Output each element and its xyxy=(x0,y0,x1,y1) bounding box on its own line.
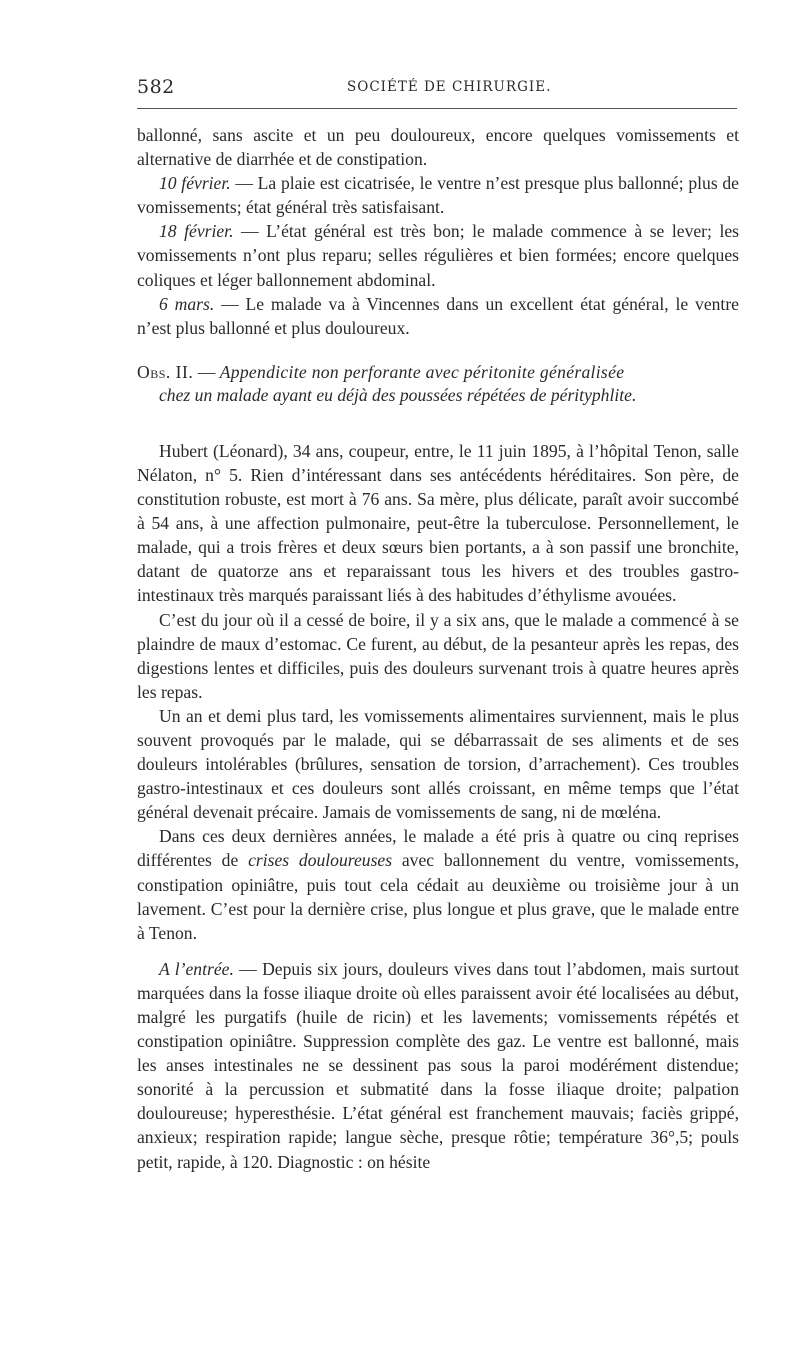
paragraph-feb-18: 18 février. — L’état général est très bon; le malade commence à se lever; les vomissements n’ont plus reparu; selles régulières et bien formées; encore quelques coliques et léger ballonnement abdominal. xyxy=(137,221,739,290)
paragraph-continuation: ballonné, sans ascite et un peu douloureux, encore quelques vomissements et alternative de diarrhée et de constipation. xyxy=(137,125,739,170)
observation-heading-line2: chez un malade ayant eu déjà des poussées répétées de pérityphlite. xyxy=(159,384,637,405)
paragraph-patient-history: Hubert (Léonard), 34 ans, coupeur, entre, le 11 juin 1895, à l’hôpital Tenon, salle Nélaton, n° 5. Rien d’intéressant dans ses antécédents héréditaires. Son père, de constitution robuste, est mort à 76 ans. Sa mère, plus délicate, paraît avoir succombé à 54 ans, à une affection pulmonaire, peut-être la tuberculose. Personnellement, le malade, qui a trois frères et deux sœurs bien portants, a à son passif une bronchite, datant de quatorze ans et reparaissant tous les hivers et des troubles gastro-intestinaux très marqués paraissant liés à des habitudes d’éthylisme avouées. xyxy=(137,440,739,606)
observation-label: Obs. II. xyxy=(137,361,194,382)
paragraph-admission: A l’entrée. — Depuis six jours, douleurs vives dans tout l’abdomen, mais surtout marquées dans la fosse iliaque droite où elles paraissent avoir été localisées au début, malgré les purgatifs (huile de ricin) et les lavements; vomissements répétés et constipation opiniâtre. Suppression complète des gaz. Le ventre est ballonné, mais les anses intestinales ne se dessinent pas sous la paroi modérément distendue; sonorité à la percussion et submatité dans la fosse iliaque droite; palpation douloureuse; hyperesthésie. L’état général est franchement mauvais; faciès grippé, anxieux; respiration rapide; langue sèche, presque rôtie; température 36°,5; pouls petit, rapide, à 120. Diagnostic : on hésite xyxy=(137,958,739,1172)
page-number: 582 xyxy=(137,76,175,98)
date-feb-10: 10 février. xyxy=(159,173,231,194)
emphasis-crises: crises douloureuses xyxy=(248,850,393,871)
body-text xyxy=(137,123,739,1174)
paragraph-crises: Dans ces deux dernières années, le malade a été pris à quatre ou cinq reprises différentes de crises douloureuses avec ballonnement du ventre, vomissements, constipation opiniâtre, puis tout cela cédait au deuxième ou troisième jour à un lavement. C’est pour la dernière crise, plus longue et plus grave, que le malade entre à Tenon. xyxy=(137,826,739,943)
paragraph-feb-10: 10 février. — La plaie est cicatrisée, le ventre n’est presque plus ballonné; plus de vomissements; état général très satisfaisant. xyxy=(137,173,739,218)
observation-title: Obs. II. — Appendicite non perforante avec péritonite généralisée chez un malade ayant eu déjà des poussées répétées de pérityphlite. xyxy=(137,361,739,407)
paragraph-onset: C’est du jour où il a cessé de boire, il y a six ans, que le malade a commencé à se plaindre de maux d’estomac. Ce furent, au début, de la pesanteur après les repas, des digestions lentes et difficiles, puis des douleurs survenant trois à quatre heures après les repas. xyxy=(137,609,739,702)
admission-lead: A l’entrée. xyxy=(159,958,234,979)
date-feb-18: 18 février. xyxy=(159,221,234,242)
observation-heading: Appendicite non perforante avec péritonite généralisée xyxy=(219,361,625,382)
paragraph-vomiting: Un an et demi plus tard, les vomissements alimentaires surviennent, mais le plus souvent provoqués par le malade, qui se débarrassait de ses aliments et de ses douleurs intolérables (brûlures, sensation de torsion, d’arrachement). Ces troubles gastro-intestinaux et ces douleurs sont allés croissant, en même temps que l’état général devenait précaire. Jamais de vomissements de sang, ni de mœléna. xyxy=(137,705,739,823)
date-mar-6: 6 mars. xyxy=(159,293,215,314)
header-rule xyxy=(137,108,737,109)
page-header xyxy=(137,76,737,100)
running-head: SOCIÉTÉ DE CHIRURGIE. xyxy=(347,79,552,95)
paragraph-mar-6: 6 mars. — Le malade va à Vincennes dans un excellent état général, le ventre n’est plus ballonné et plus douloureux. xyxy=(137,293,739,338)
